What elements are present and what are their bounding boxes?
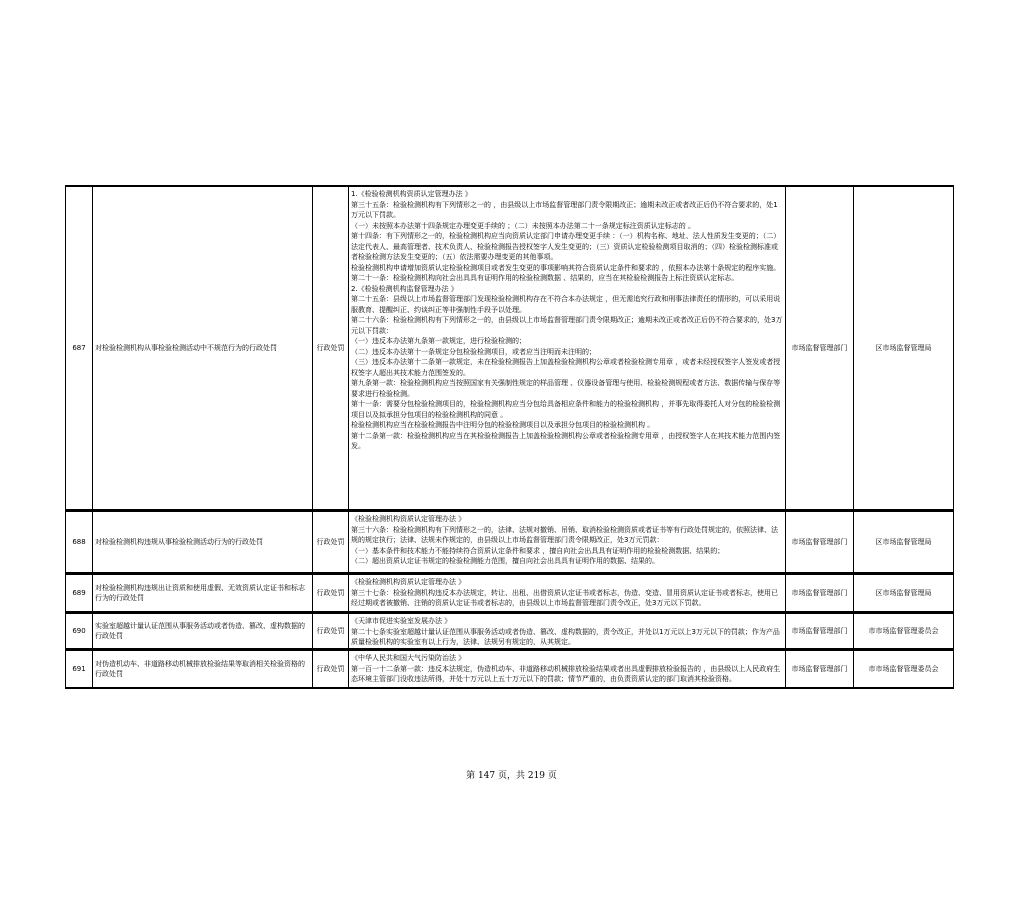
row-number: 689 [66, 574, 93, 613]
basis-line: 第十二条第一款：检验检测机构应当在其检验检测报告上加盖检验检测机构公章或者检验检测专用章 ，由授权签字人在其技术能力范围内签发。 [351, 431, 781, 450]
legal-basis [349, 511, 786, 574]
legal-basis [349, 613, 786, 650]
row-number: 688 [66, 511, 93, 574]
item-name: 对检验检测机构从事检验检测活动中不规范行为的行政处罚 [93, 186, 313, 511]
basis-line: 检验检测机构应当在检验检测报告中注明分包的检验检测项目以及承担分包项目的检验检测机构 。 [351, 421, 655, 429]
basis-line: （一）基本条件和技术能力不能持续符合资质认定条件和要求 ，擅自向社会出具具有证明作用的检验检测数据、结果的； [351, 546, 725, 555]
basis-line: 《检验检测机构资质认定管理办法 》 [351, 578, 466, 586]
implementing-org: 区市场监督管理局 [854, 574, 954, 613]
item-type: 行政处罚 [313, 186, 349, 511]
regulation-table [65, 185, 954, 689]
basis-line: 第十一条：需要分包检验检测项目的，检验检测机构应当分包给具备相应条件和能力的检验检测机构 ，并事先取得委托人对分包的检验检测项目以及拟承担分包项目的检验检测机构的同意 。 [351, 400, 781, 419]
basis-line: 第二十五条：县级以上市场监督管理部门发现检验检测机构存在不符合本办法规定 ，但无需追究行政和刑事法律责任的情形的，可以采用说服教育、提醒纠正、约谈纠正等非强制性手段予以处理。 [351, 295, 781, 314]
basis-line: 第三十五条：检验检测机构有下列情形之一的 ，由县级以上市场监督管理部门责令限期改正；逾期未改正或者改正后仍不符合要求的，处1万元以下罚款。 [351, 200, 778, 219]
table-row [66, 186, 954, 511]
item-name: 对检验检测机构违规从事检验检测活动行为的行政处罚 [93, 511, 313, 574]
table-row [66, 574, 954, 613]
implementing-org: 市市场监督管理委员会 [854, 650, 954, 689]
item-type: 行政处罚 [313, 650, 349, 689]
item-name: 对伪造机动车、非道路移动机械排放检验结果等取消相关检验资格的行政处罚 [93, 650, 313, 689]
basis-line: （一）未按照本办法第十四条规定办理变更手续的 ；（二）未按照本办法第二十一条规定标注资质认定标志的 。 [351, 221, 695, 230]
department: 市场监督管理部门 [786, 613, 854, 650]
legal-basis [349, 650, 786, 689]
basis-line: 《中华人民共和国大气污染防治法 》 [351, 654, 466, 662]
basis-line: 第十四条：有下列情形之一的，检验检测机构应当向资质认定部门申请办理变更手续 ：（一）机构名称、地址、法人性质发生变更的；（二）法定代表人、最高管理者、技术负责人、检验检测报告授权签字人发生变更的；（三）资质认定检验检测项目取消的；（四）检验检测标准或者检验检测方法发生变更的；（五）依法需要办理变更的其他事项。 [351, 232, 781, 261]
basis-line: （三）违反本办法第十二条第一款规定，未在检验检测报告上加盖检验检测机构公章或者检验检测专用章 ，或者未经授权签字人签发或者授权签字人超出其技术能力范围签发的。 [351, 358, 781, 377]
basis-line: （二）超出资质认定证书规定的检验检测能力范围，擅自向社会出具具有证明作用的数据、结果的。 [351, 557, 659, 565]
basis-line: 2.《检验检测机构监督管理办法 》 [351, 284, 458, 293]
basis-line: （一）违反本办法第九条第一款规定，进行检验检测的； [351, 337, 526, 345]
item-type: 行政处罚 [313, 574, 349, 613]
table-row [66, 613, 954, 650]
department: 市场监督管理部门 [786, 511, 854, 574]
item-name: 实验室超越计量认证范围从事服务活动或者伪造、篡改、虚构数据的行政处罚 [93, 613, 313, 650]
row-number: 687 [66, 186, 93, 511]
table-row [66, 511, 954, 574]
item-name: 对检验检测机构违规出让资质和使用虚假、无效资质认定证书和标志行为的行政处罚 [93, 574, 313, 613]
basis-line: 第三十六条：检验检测机构有下列情形之一的，法律、法规对撤销、吊销、取消检验检测资质或者证书等有行政处罚规定的，依照法律、法规的规定执行；法律、法规未作规定的，由县级以上市场监督管理部门责令限期改正，处3万元罚款： [351, 525, 778, 544]
basis-line: 1.《检验检测机构资质认定管理办法 》 [351, 190, 472, 198]
table-row [66, 650, 954, 689]
legal-basis [349, 574, 786, 613]
row-number: 691 [66, 650, 93, 689]
basis-line: 第二十一条：检验检测机构向社会出具具有证明作用的检验检测数据 、结果的，应当在其检验检测报告上标注资质认定标志。 [351, 274, 739, 282]
basis-line: 检验检测机构申请增加资质认定检验检测项目或者发生变更的事项影响其符合资质认定条件和要求的 ，依照本办法第十条规定的程序实施。 [351, 263, 781, 272]
page-footer: 第 147 页，共 219 页 [466, 771, 557, 781]
implementing-org: 区市场监督管理局 [854, 186, 954, 511]
item-type: 行政处罚 [313, 613, 349, 650]
department: 市场监督管理部门 [786, 574, 854, 613]
basis-line: 《检验检测机构资质认定管理办法 》 [351, 515, 466, 523]
basis-line: （二）违反本办法第十一条规定分包检验检测项目，或者应当注明而未注明的； [351, 347, 596, 356]
basis-line: 第二十六条：检验检测机构有下列情形之一的，由县级以上市场监督管理部门责令限期改正；逾期未改正或者改正后仍不符合要求的，处3万元以下罚款： [351, 316, 783, 335]
department: 市场监督管理部门 [786, 650, 854, 689]
implementing-org: 区市场监督管理局 [854, 511, 954, 574]
item-type: 行政处罚 [313, 511, 349, 574]
basis-line: 第九条第一款：检验检测机构应当按照国家有关强制性规定的样品管理 、仪器设备管理与使用、检验检测规程或者方法、数据传输与保存等要求进行检验检测。 [351, 379, 781, 398]
legal-basis [349, 186, 786, 511]
department: 市场监督管理部门 [786, 186, 854, 511]
implementing-org: 市市场监督管理委员会 [854, 613, 954, 650]
basis-line: 第二十七条实验室超越计量认证范围从事服务活动或者伪造、篡改、虚构数据的，责令改正，并处以1万元以上3万元以下的罚款；作为产品质量检验机构的实验室有以上行为，法律、法规另有规定的，从其规定。 [351, 627, 780, 646]
row-number: 690 [66, 613, 93, 650]
basis-line: 《天津市促进实验室发展办法 》 [351, 617, 452, 625]
basis-line: 第三十七条：检验检测机构违反本办法规定，转让、出租、出借资质认定证书或者标志，伪造、变造、冒用资质认定证书或者标志，使用已经过期或者被撤销、注销的资质认定证书或者标志的，由县级以上市场监督管理部门责令改正，处3万元以下罚款。 [351, 588, 778, 607]
basis-line: 第一百一十二条第一款：违反本法规定，伪造机动车、非道路移动机械排放检验结果或者出具虚假排放检验报告的 ，由县级以上人民政府生态环境主管部门没收违法所得，并处十万元以上五十万元以下的罚款；情节严重的，由负责资质认定的部门取消其检验资格。 [351, 664, 781, 683]
